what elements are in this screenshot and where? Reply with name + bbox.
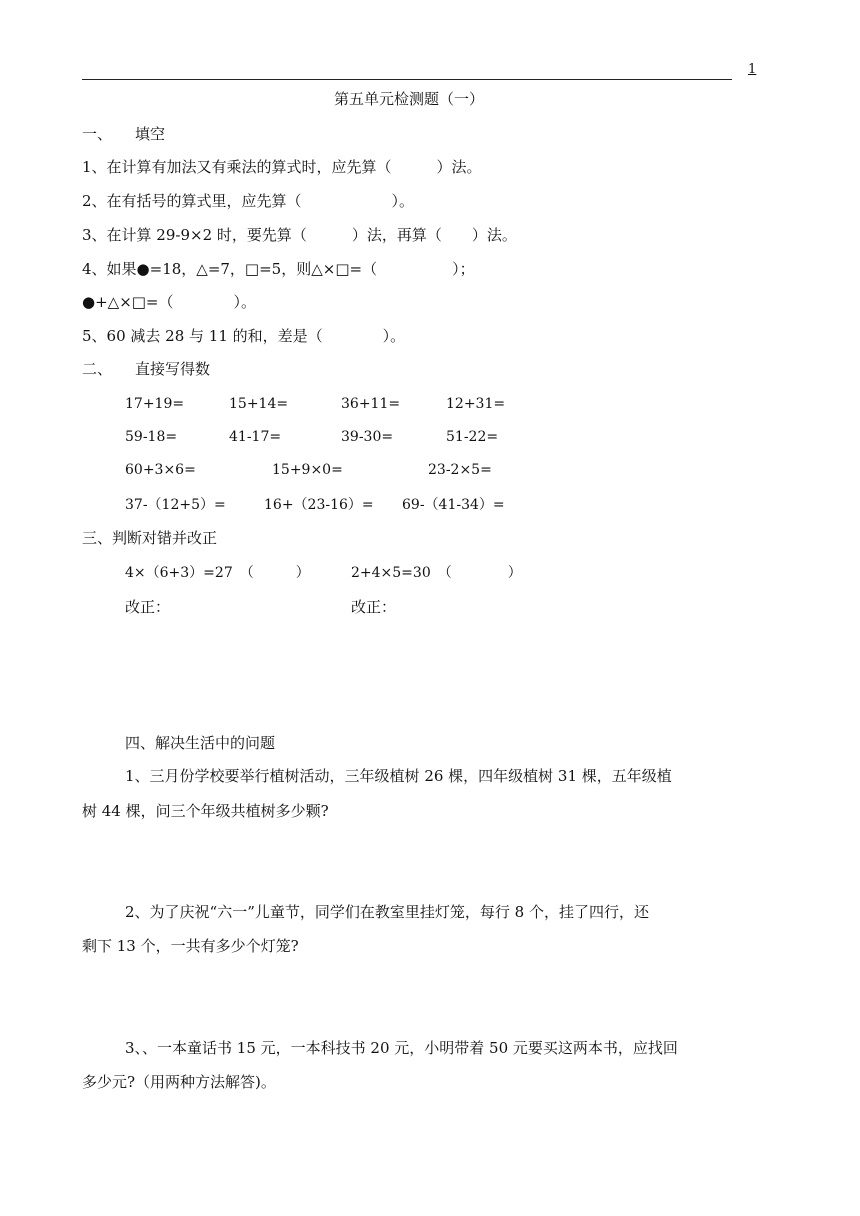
problem-2-line-1: 2、为了庆祝“六一”儿童节，同学们在教室里挂灯笼，每行 8 个，挂了四行，还 xyxy=(125,903,649,921)
page-title: 第五单元检测题（一） xyxy=(334,90,485,108)
calc-item: 39-30= xyxy=(341,429,394,445)
question-1-4-part-b: ●+△×□=（ ）。 xyxy=(82,293,257,311)
judge-item-1: 4×（6+3）=27 （ ） xyxy=(125,565,310,581)
question-1-1: 1、在计算有加法又有乘法的算式时，应先算（ ）法。 xyxy=(82,158,482,176)
section-3-heading: 三、判断对错并改正 xyxy=(82,529,218,547)
problem-1-line-2: 树 44 棵，问三个年级共植树多少颗? xyxy=(82,802,329,820)
calc-item: 23-2×5= xyxy=(428,462,492,478)
header-rule xyxy=(82,79,732,80)
calc-item: 15+9×0= xyxy=(272,462,343,478)
problem-1-line-1: 1、三月份学校要举行植树活动，三年级植树 26 棵，四年级植树 31 棵，五年级植 xyxy=(125,767,672,785)
calc-item: 16+（23-16）= xyxy=(264,497,374,513)
calc-item: 37-（12+5）= xyxy=(125,497,226,513)
question-1-5: 5、60 减去 28 与 11 的和，差是（ ）。 xyxy=(82,327,406,345)
page-number: 1 xyxy=(748,62,757,77)
correction-label-1: 改正： xyxy=(125,598,171,616)
judge-item-2: 2+4×5=30 （ ） xyxy=(351,565,522,581)
correction-label-2: 改正： xyxy=(351,598,397,616)
section-2-heading-number: 二、 xyxy=(82,360,113,378)
calc-item: 12+31= xyxy=(446,396,506,412)
question-1-4-part-a: 4、如果●=18，△=7，□=5，则△×□=（ ）； xyxy=(82,260,475,278)
problem-3-line-2: 多少元?（用两种方法解答)。 xyxy=(82,1073,276,1091)
calc-item: 17+19= xyxy=(125,396,185,412)
calc-item: 69-（41-34）= xyxy=(402,497,505,513)
calc-item: 60+3×6= xyxy=(125,462,196,478)
problem-3-line-1: 3、、一本童话书 15 元，一本科技书 20 元，小明带着 50 元要买这两本书，应找回 xyxy=(125,1039,678,1057)
calc-item: 41-17= xyxy=(229,429,282,445)
problem-2-line-2: 剩下 13 个，一共有多少个灯笼? xyxy=(82,937,299,955)
section-2-heading-text: 直接写得数 xyxy=(135,360,211,378)
calc-item: 59-18= xyxy=(125,429,178,445)
calc-item: 15+14= xyxy=(229,396,289,412)
question-1-3: 3、在计算 29-9×2 时，要先算（ ）法，再算（ ）法。 xyxy=(82,226,517,244)
calc-item: 36+11= xyxy=(341,396,401,412)
section-1-heading-text: 填空 xyxy=(135,125,166,143)
section-4-heading: 四、解决生活中的问题 xyxy=(125,734,276,752)
section-1-heading-number: 一、 xyxy=(82,125,113,143)
calc-item: 51-22= xyxy=(446,429,499,445)
question-1-2: 2、在有括号的算式里，应先算（ ）。 xyxy=(82,192,415,210)
